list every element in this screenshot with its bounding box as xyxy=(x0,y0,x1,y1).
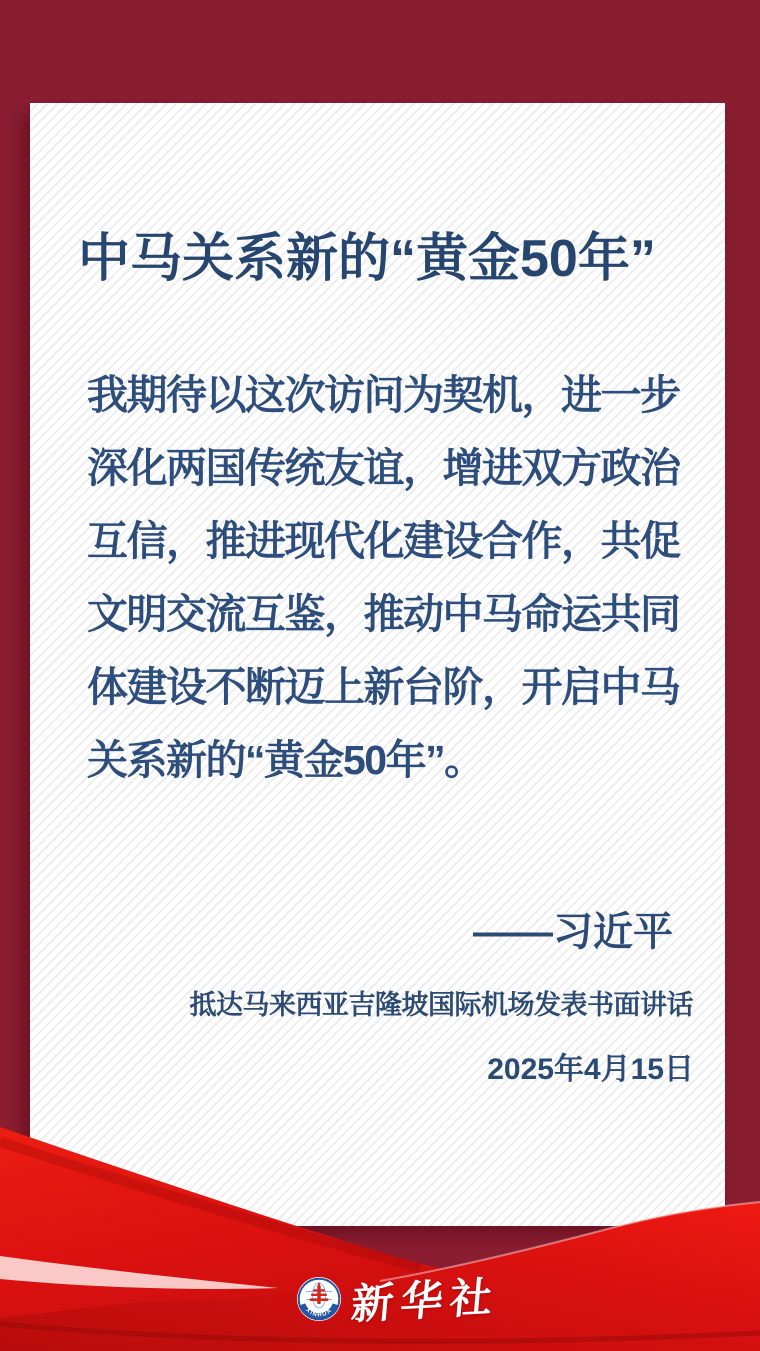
quote-line: 深化两国传统友谊，增进双方政治 xyxy=(87,445,680,491)
quote-line: 互信，推进现代化建设合作，共促 xyxy=(87,518,680,564)
quote-title: 中马关系新的“黄金50年” xyxy=(78,230,656,288)
occasion-subtitle: 抵达马来西亚吉隆坡国际机场发表书面讲话 xyxy=(189,990,693,1020)
quote-line: 关系新的“黄金50年”。 xyxy=(87,737,484,783)
quote-line: 体建设不断迈上新台阶，开启中马 xyxy=(87,664,680,710)
agency-name: 新华社 xyxy=(349,1273,502,1328)
speaker-attribution: ——习近平 xyxy=(473,910,673,954)
date-label: 2025年4月15日 xyxy=(487,1053,694,1086)
quote-body-paragraph xyxy=(87,359,687,797)
emblem-latin-label: XINHUA xyxy=(304,1307,334,1319)
xinhua-emblem-icon xyxy=(296,1276,342,1322)
quote-card xyxy=(30,103,725,1226)
quote-line: 文明交流互鉴，推动中马命运共同 xyxy=(87,591,680,637)
quote-line: 我期待以这次访问为契机，进一步 xyxy=(87,372,680,418)
